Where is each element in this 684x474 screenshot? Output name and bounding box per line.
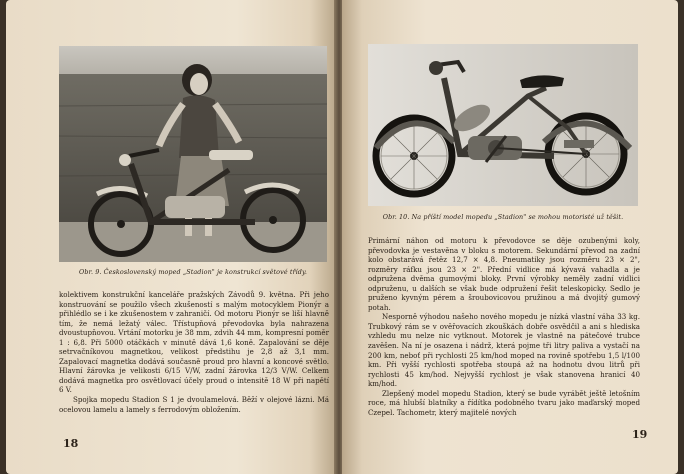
figure-caption-9: Obr. 9. Československý moped „Stadion" je konstrukcí světové třídy. bbox=[79, 268, 307, 276]
left-page bbox=[6, 0, 336, 474]
left-body-text bbox=[59, 290, 329, 414]
photo-new-moped-model bbox=[368, 44, 638, 206]
photo-woman-with-moped bbox=[59, 46, 327, 262]
right-paragraph-1: Primární náhon od motoru k převodovce se děje ozubenými koly, převodovka je vestavěna v bloku s motorem. Sekundární převod na zadní kolo obstarává řetěz 12,7 × 4,8. Pneumatiky jsou rozměru 23 × 2", rozměry ráfku jsou 23 × 2". Přední vidlice má kývavá vahadla a je odpružena dvěma gumovými bloky. První výrobky neměly zadní vidlici odpruženu, u dalších se však bude odpružení řešit teleskopicky. Sedlo je pruženo kyvným pérem a šroubovicovou pružinou a má dvojitý gumový potah. bbox=[368, 236, 640, 312]
figure-caption-10: Obr. 10. Na příští model mopedu „Stadion" se mohou motoristé už těšit. bbox=[382, 213, 624, 221]
right-paragraph-3: Zlepšený model mopedu Stadion, který se bude vyrábět ještě letošním roce, má hlubší blatníky a řídítka podobného tvaru jako maďarský moped Czepel. Tachometr, který majitelé nových bbox=[368, 388, 640, 417]
right-body-text bbox=[368, 236, 640, 417]
page-number-right: 19 bbox=[632, 428, 648, 441]
right-page bbox=[342, 0, 678, 474]
new-moped-illustration bbox=[368, 44, 638, 206]
left-paragraph-2: Spojka mopedu Stadion S 1 je dvoulamelová. Běží v olejové lázni. Má ocelovou lamelu a lamely s ferrodovým obložením. bbox=[59, 395, 329, 414]
moped-photo-illustration bbox=[59, 46, 327, 262]
right-paragraph-2: Nesporně výhodou našeho nového mopedu je nízká vlastní váha 33 kg. Trubkový rám se v ověřovacích zkouškách dobře osvědčil a ani s hlediska vzhledu mu nelze nic vytknout. Motorek je vlastně na pátečové trubce zavěšen. Na ní je osazena i nádrž, která pojme tři litry paliva a vystačí na 200 km, neboť při rychlosti 25 km/hod moped na rovině spotřebu 1,5 l/100 km. Při vyšší rychlosti spotřeba stoupá až na hodnotu dvou litrů při rychlosti 45 km/hod. Nejvyšší rychlost je však stanovena hranicí 40 km/hod. bbox=[368, 312, 640, 389]
page-number-left: 18 bbox=[63, 437, 79, 450]
left-paragraph-1: kolektivem konstrukční kanceláře pražských Závodů 9. května. Při jeho konstruování se použilo všech zkušeností s malým motocyklem Pionýr a přihlédlo se i ke zkušenostem v zahraničí. Od motoru Pionýr se liší hlavně tím, že nemá ležatý válec. Třístupňová převodovka byla nahrazena dvoustupňovou. Vrtání motorku je 38 mm, zdvih 44 mm, kompresní poměr 1 : 6,8. Při 5000 otáčkách v minutě dává 1,6 koně. Zapalování se děje setrvačníkovou magnetkou, velikost předstihu je 2,8 až 3,1 mm. Zapalovací magnetka dodává současně proud pro hlavní a koncové světlo. Hlavní žárovka je velikosti 6/15 V/W, zadní žárovka 12/3 V/W. Celkem dodává magnetka pro osvětlovací účely proud o intensitě 18 W při napětí 6 V. bbox=[59, 290, 329, 395]
